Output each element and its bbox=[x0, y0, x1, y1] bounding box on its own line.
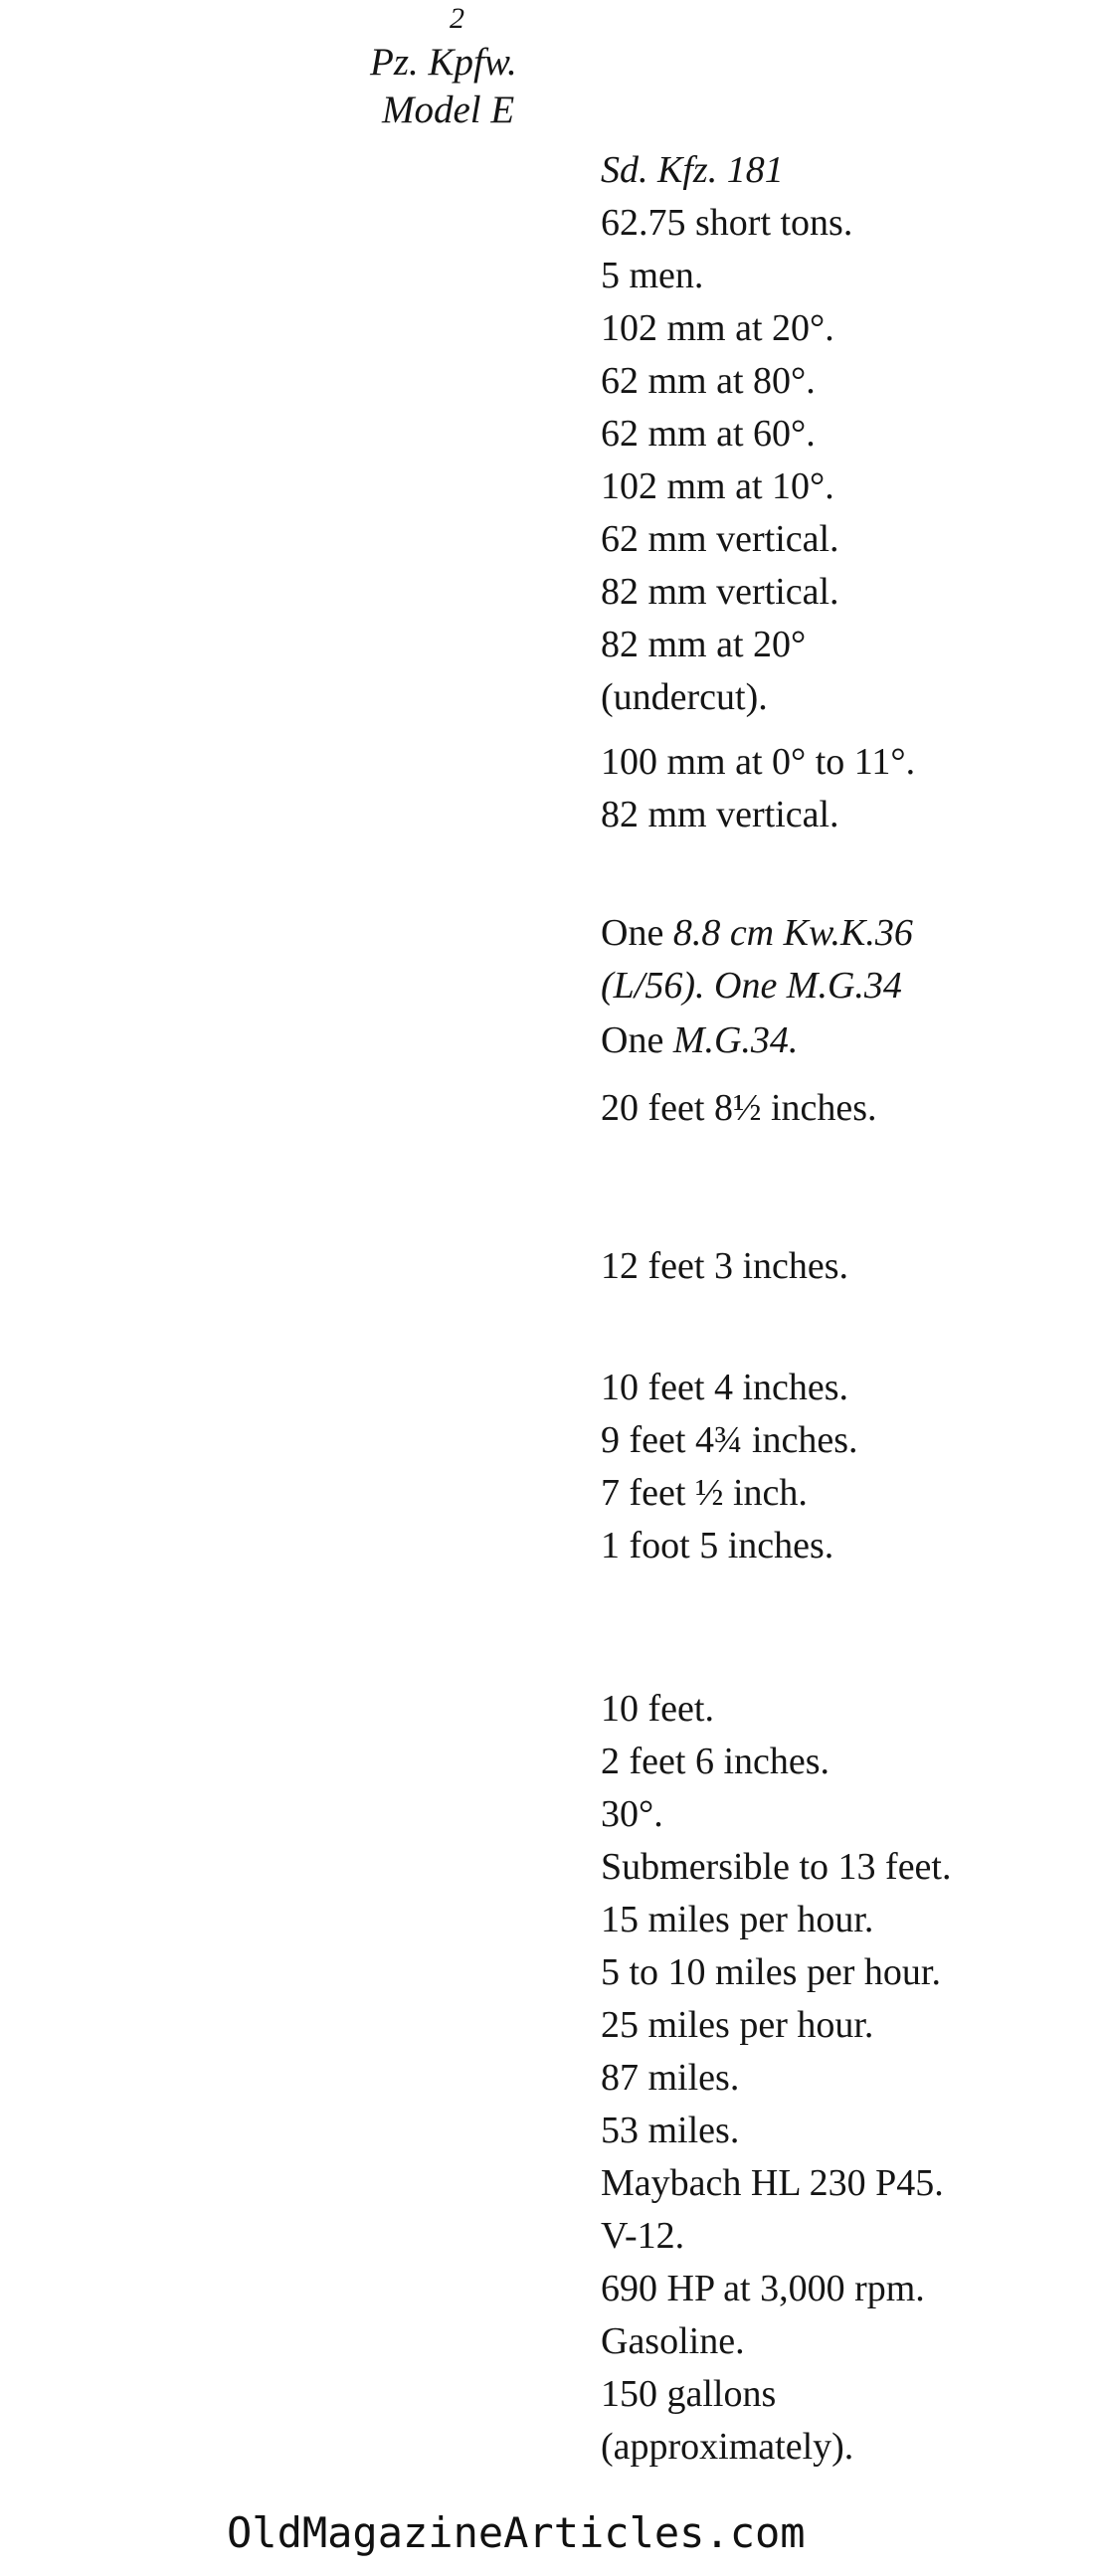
spec-value: 102 mm at 20°. bbox=[601, 307, 834, 349]
spec-value: 102 mm at 10°. bbox=[601, 465, 834, 507]
spec-value: Submersible to 13 feet. bbox=[601, 1846, 952, 1888]
spec-value: 62 mm at 80°. bbox=[601, 360, 816, 402]
spec-value: Gasoline. bbox=[601, 2320, 745, 2362]
spec-value: 53 miles. bbox=[601, 2110, 740, 2151]
spec-value: (L/56). One M.G.34 bbox=[601, 965, 902, 1007]
spec-value: Sd. Kfz. 181 bbox=[601, 149, 784, 191]
spec-value: 100 mm at 0° to 11°. bbox=[601, 741, 916, 783]
spec-value: 1 foot 5 inches. bbox=[601, 1525, 834, 1566]
spec-value: 82 mm at 20° bbox=[601, 624, 807, 665]
spec-value: V-12. bbox=[601, 2215, 685, 2257]
spec-value: 150 gallons bbox=[601, 2373, 777, 2415]
spec-value: 10 feet. bbox=[601, 1688, 714, 1730]
spec-value: 10 feet 4 inches. bbox=[601, 1367, 849, 1408]
spec-value: One M.G.34. bbox=[601, 1019, 799, 1061]
spec-value: 82 mm vertical. bbox=[601, 571, 839, 613]
spec-value: 5 to 10 miles per hour. bbox=[601, 1951, 941, 1993]
spec-value: 62.75 short tons. bbox=[601, 202, 853, 244]
spec-value: 82 mm vertical. bbox=[601, 794, 839, 835]
spec-value: 15 miles per hour. bbox=[601, 1899, 874, 1940]
heading-line-2: Model E bbox=[382, 89, 515, 131]
spec-value: One 8.8 cm Kw.K.36 bbox=[601, 912, 913, 954]
spec-value: 20 feet 8½ inches. bbox=[601, 1087, 877, 1129]
spec-value: 25 miles per hour. bbox=[601, 2004, 874, 2046]
spec-value: 87 miles. bbox=[601, 2057, 740, 2099]
spec-value: 5 men. bbox=[601, 255, 704, 296]
spec-value: 2 feet 6 inches. bbox=[601, 1741, 830, 1782]
spec-value: 9 feet 4¾ inches. bbox=[601, 1419, 858, 1461]
spec-value: 7 feet ½ inch. bbox=[601, 1472, 808, 1514]
spec-value: 62 mm at 60°. bbox=[601, 413, 816, 455]
spec-value: 62 mm vertical. bbox=[601, 518, 839, 560]
spec-value: (approximately). bbox=[601, 2426, 854, 2468]
page-number: 2 bbox=[450, 2, 464, 35]
spec-value: 30°. bbox=[601, 1793, 663, 1835]
spec-value: Maybach HL 230 P45. bbox=[601, 2162, 944, 2204]
site-footer: OldMagazineArticles.com bbox=[227, 2508, 806, 2557]
spec-value: 12 feet 3 inches. bbox=[601, 1245, 849, 1287]
spec-value: (undercut). bbox=[601, 676, 768, 718]
spec-value: 690 HP at 3,000 rpm. bbox=[601, 2268, 925, 2309]
heading-line-1: Pz. Kpfw. bbox=[370, 41, 517, 84]
